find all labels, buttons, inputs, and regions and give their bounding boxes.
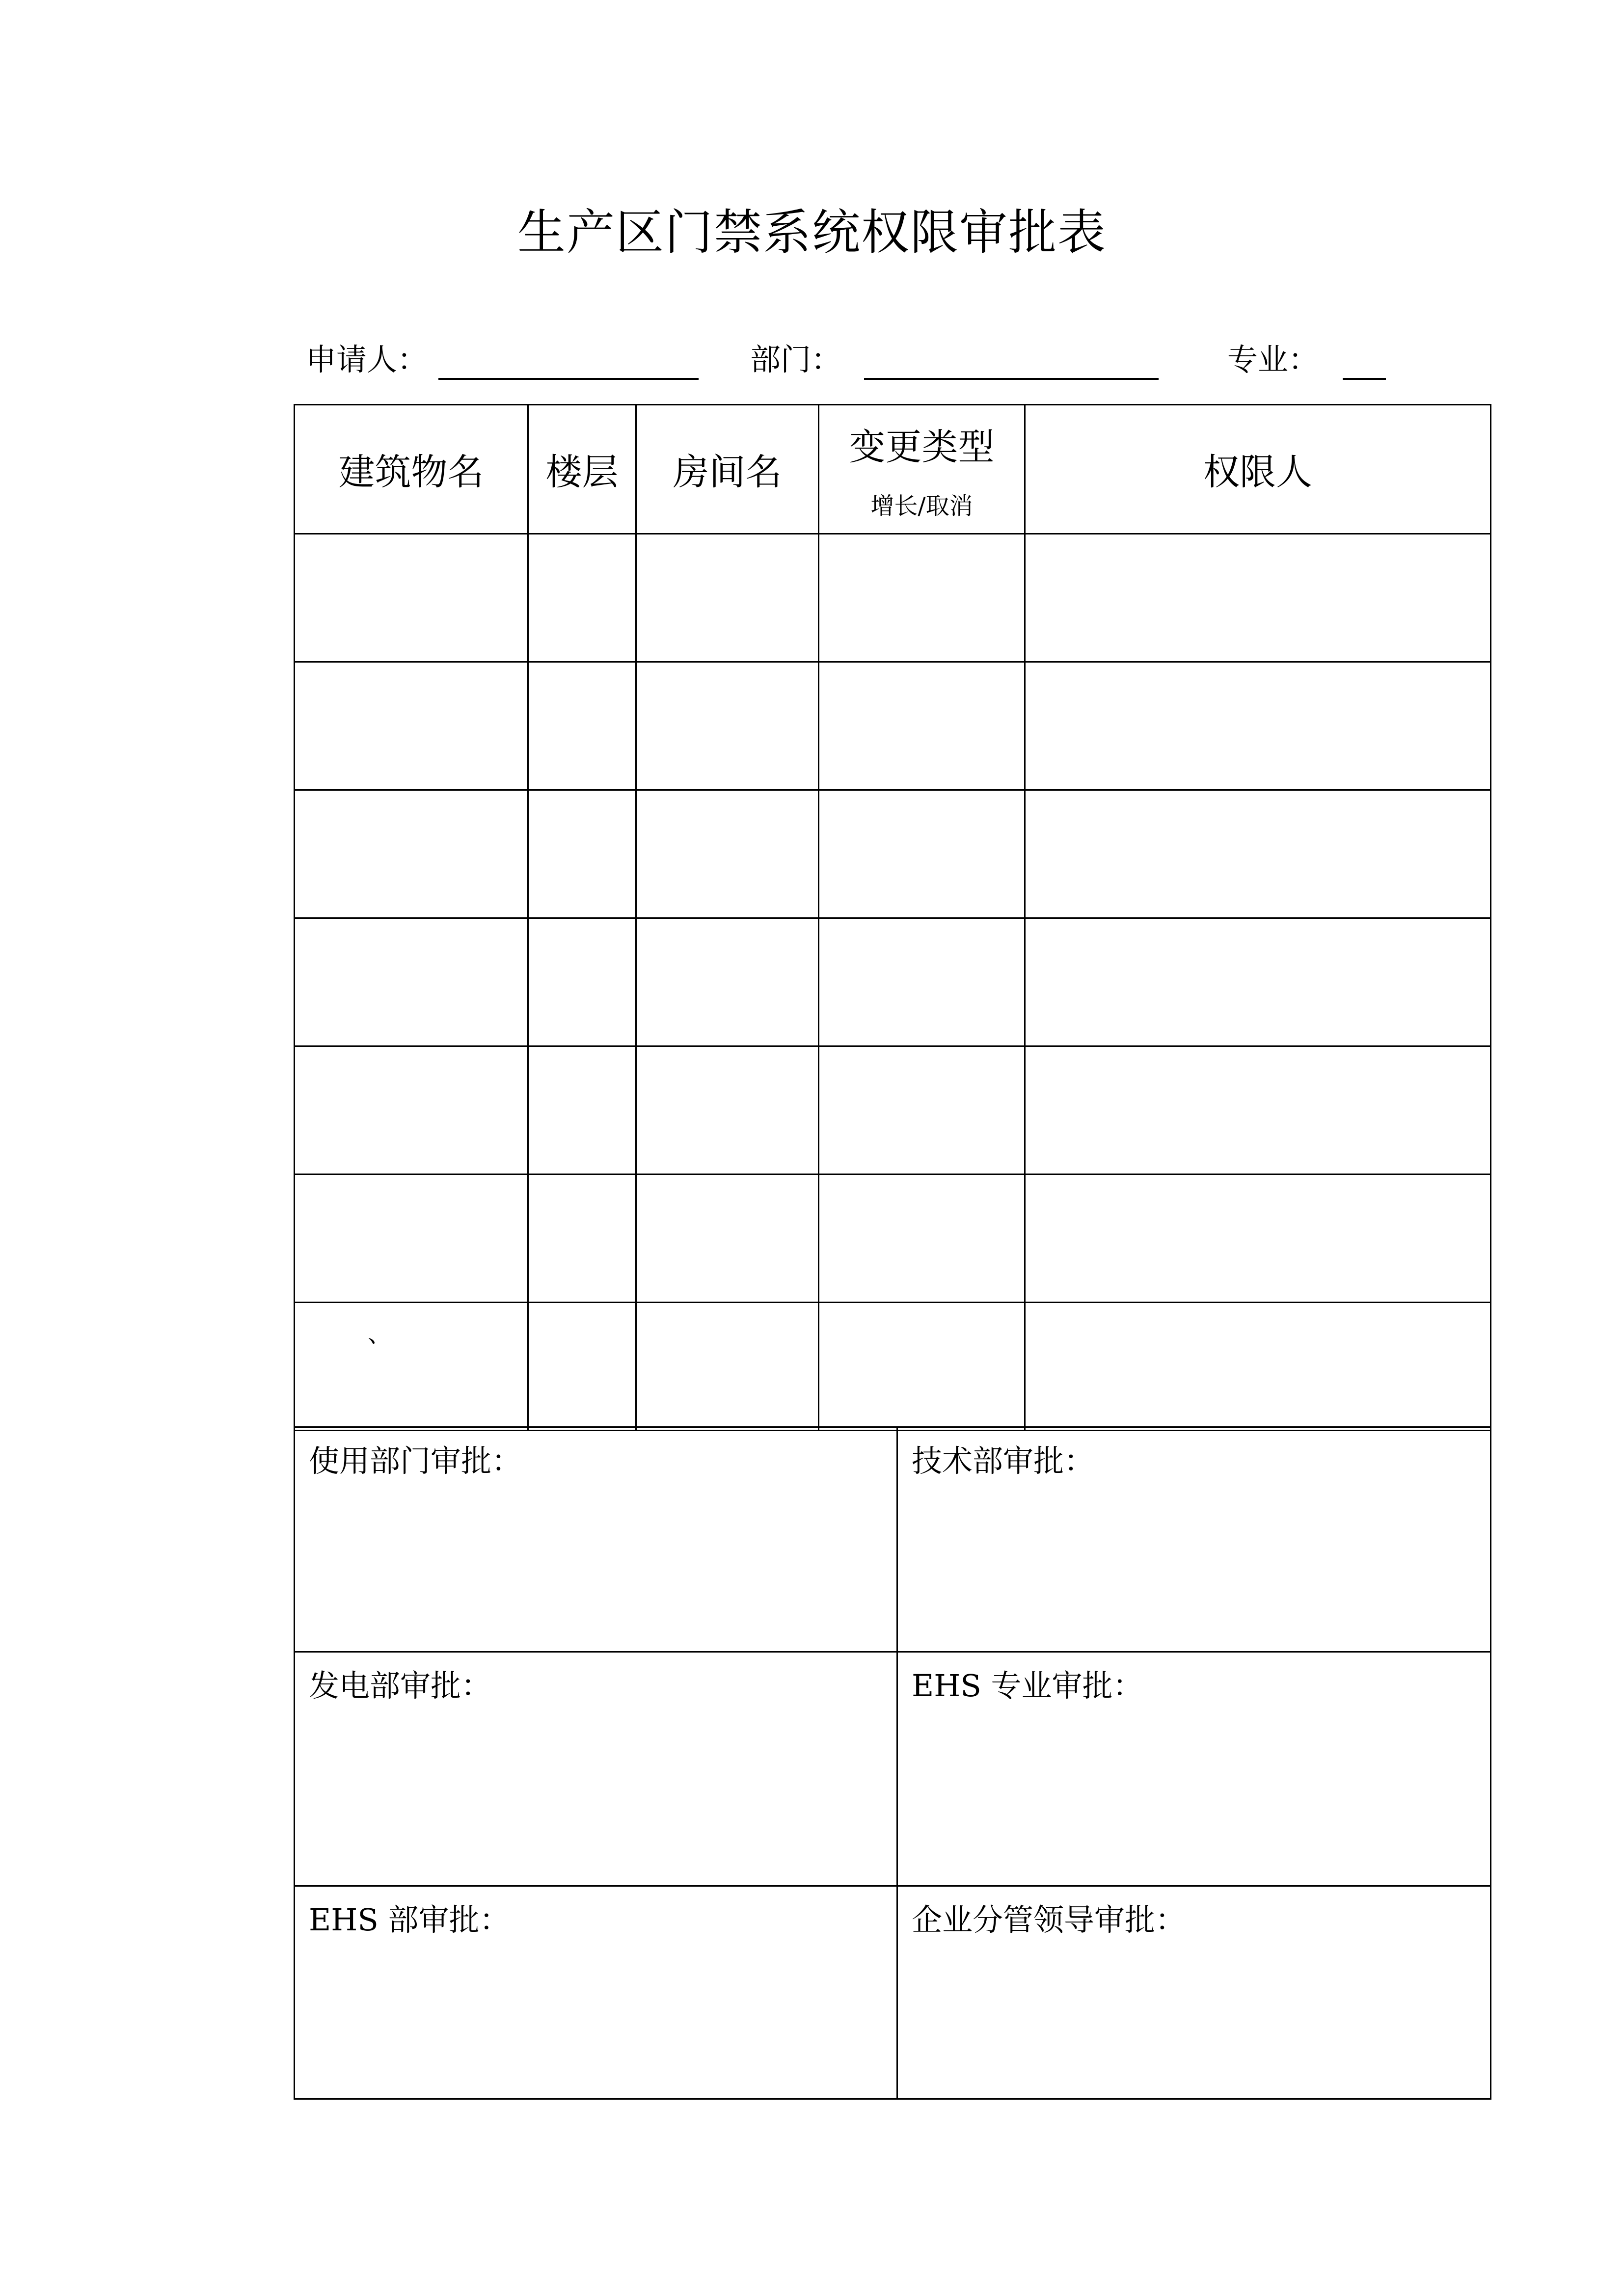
header-change-type (819, 405, 1025, 534)
cell-change[interactable] (819, 1303, 1025, 1431)
header-floor: 楼层 (528, 405, 636, 534)
approval-ehs-specialty[interactable] (897, 1652, 1491, 1886)
approval-table (294, 1426, 1491, 2100)
cell-floor[interactable] (528, 662, 636, 790)
department-field[interactable] (864, 378, 1159, 380)
stray-mark: 、 (368, 1320, 392, 1348)
applicant-label: 申请人： (306, 342, 428, 377)
table-row (295, 534, 1491, 662)
cell-building[interactable] (295, 1175, 528, 1303)
cell-floor[interactable] (528, 534, 636, 662)
table-row (295, 1303, 1491, 1431)
cell-change[interactable] (819, 534, 1025, 662)
cell-floor[interactable] (528, 790, 636, 918)
header-room: 房间名 (636, 405, 819, 534)
approval-enterprise-leader-label: 企业分管领导审批： (912, 1902, 1186, 1938)
cell-room[interactable] (636, 1046, 819, 1175)
specialty-field[interactable] (1343, 378, 1386, 380)
cell-change[interactable] (819, 918, 1025, 1046)
approval-ehs-dept-label: EHS 部审批： (309, 1902, 510, 1938)
approval-enterprise-leader[interactable] (897, 1886, 1491, 2099)
table-row (295, 790, 1491, 918)
applicant-field[interactable] (438, 378, 699, 380)
change-type-label: 变更类型 (849, 426, 995, 468)
cell-person[interactable] (1025, 918, 1491, 1046)
access-table (294, 404, 1491, 1431)
approval-tech-dept-label: 技术部审批： (912, 1443, 1095, 1479)
table-row (295, 662, 1491, 790)
table-row (295, 1175, 1491, 1303)
cell-room[interactable] (636, 534, 819, 662)
cell-room[interactable] (636, 1303, 819, 1431)
cell-change[interactable] (819, 1175, 1025, 1303)
header-authorized-person: 权限人 (1025, 405, 1491, 534)
cell-change[interactable] (819, 1046, 1025, 1175)
cell-floor[interactable] (528, 1046, 636, 1175)
specialty-label: 专业： (1227, 342, 1319, 377)
cell-building[interactable] (295, 662, 528, 790)
cell-room[interactable] (636, 662, 819, 790)
cell-building[interactable] (295, 790, 528, 918)
change-type-hint: 增长/取消 (870, 492, 973, 520)
cell-floor[interactable] (528, 918, 636, 1046)
cell-room[interactable] (636, 790, 819, 918)
table-header-row (295, 405, 1491, 534)
cell-room[interactable] (636, 918, 819, 1046)
cell-person[interactable] (1025, 534, 1491, 662)
cell-person[interactable] (1025, 662, 1491, 790)
cell-person[interactable] (1025, 1046, 1491, 1175)
approval-power-dept[interactable] (295, 1652, 897, 1886)
approval-ehs-specialty-label: EHS 专业审批： (912, 1668, 1143, 1704)
header-building: 建筑物名 (295, 405, 528, 534)
cell-building[interactable] (295, 534, 528, 662)
cell-change[interactable] (819, 790, 1025, 918)
cell-building[interactable] (295, 1046, 528, 1175)
approval-using-dept-label: 使用部门审批： (309, 1443, 522, 1479)
cell-building[interactable] (295, 918, 528, 1046)
approval-tech-dept[interactable] (897, 1427, 1491, 1652)
table-row (295, 918, 1491, 1046)
cell-change[interactable] (819, 662, 1025, 790)
cell-room[interactable] (636, 1175, 819, 1303)
form-title: 生产区门禁系统权限审批表 (517, 205, 1107, 261)
cell-person[interactable] (1025, 790, 1491, 918)
cell-person[interactable] (1025, 1303, 1491, 1431)
cell-floor[interactable] (528, 1175, 636, 1303)
cell-building[interactable] (295, 1303, 528, 1431)
cell-person[interactable] (1025, 1175, 1491, 1303)
approval-power-dept-label: 发电部审批： (309, 1668, 492, 1704)
approval-ehs-dept[interactable] (295, 1886, 897, 2099)
table-row (295, 1046, 1491, 1175)
approval-using-dept[interactable] (295, 1427, 897, 1652)
cell-floor[interactable] (528, 1303, 636, 1431)
department-label: 部门： (750, 342, 842, 377)
